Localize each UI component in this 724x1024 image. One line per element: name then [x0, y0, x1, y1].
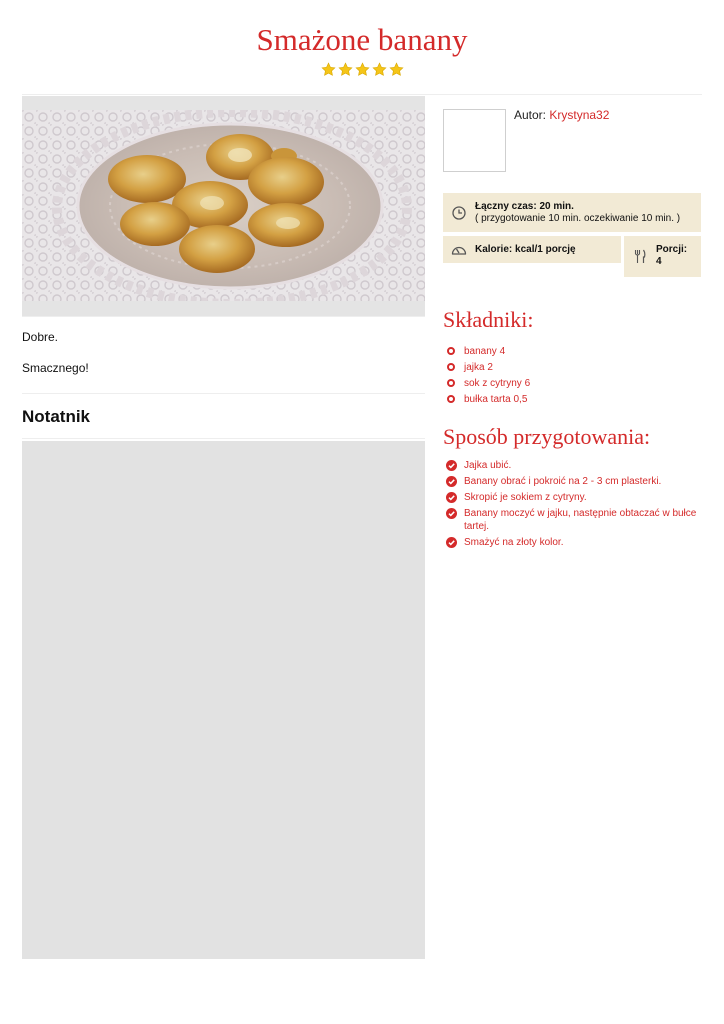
notes-heading: Notatnik	[22, 407, 90, 426]
clock-icon	[452, 206, 466, 220]
fork-knife-icon	[634, 249, 646, 264]
steps-heading: Sposób przygotowania:	[443, 424, 651, 449]
ring-bullet-icon	[447, 395, 455, 403]
step-text: Banany moczyć w jajku, następnie obtaczać w bułce tartej.	[464, 508, 697, 532]
author-avatar	[443, 109, 506, 172]
author-link[interactable]: Krystyna32	[549, 108, 610, 122]
gauge-icon	[451, 243, 467, 256]
step-text: Smażyć na złoty kolor.	[464, 537, 564, 548]
ring-bullet-icon	[447, 347, 455, 355]
check-circle-icon	[446, 460, 457, 471]
star-icon	[389, 62, 404, 77]
ingredient-item	[447, 343, 530, 359]
step-item	[446, 536, 702, 549]
divider	[22, 393, 425, 394]
step-text: Banany obrać i pokroić na 2 - 3 cm plasterki.	[464, 476, 662, 487]
recipe-photo-frame	[22, 96, 425, 316]
divider	[22, 94, 702, 95]
portions-value: 4	[656, 256, 662, 267]
step-item	[446, 491, 702, 504]
check-circle-icon	[446, 476, 457, 487]
recipe-title: Smażone banany	[256, 22, 468, 57]
ingredient-text: banany 4	[464, 345, 506, 357]
portions-box	[624, 236, 701, 277]
steps-list	[446, 459, 702, 552]
step-item	[446, 459, 702, 472]
ingredient-item	[447, 375, 530, 391]
description-line: Dobre.	[22, 330, 59, 344]
star-icon	[355, 62, 370, 77]
author-label: Autor:	[514, 108, 547, 122]
step-item	[446, 475, 702, 488]
ingredient-text: bułka tarta 0,5	[464, 393, 528, 405]
star-icon	[338, 62, 353, 77]
step-text: Skropić je sokiem z cytryny.	[464, 492, 587, 503]
calories-box	[443, 236, 621, 263]
rating-stars	[0, 62, 724, 77]
star-icon	[372, 62, 387, 77]
step-text: Jajka ubić.	[464, 460, 512, 471]
divider	[22, 438, 425, 439]
check-circle-icon	[446, 508, 457, 519]
divider	[22, 316, 425, 317]
step-item	[446, 507, 702, 533]
ingredient-text: jajka 2	[464, 361, 493, 373]
ring-bullet-icon	[447, 363, 455, 371]
description-line: Smacznego!	[22, 361, 89, 375]
recipe-photo	[22, 110, 425, 301]
portions-label: Porcji:	[656, 244, 688, 255]
star-icon	[321, 62, 336, 77]
check-circle-icon	[446, 537, 457, 548]
author	[514, 108, 609, 122]
ingredients-heading: Składniki:	[443, 307, 534, 332]
calories-label: Kalorie: kcal/1 porcję	[475, 244, 576, 255]
ingredient-item	[447, 391, 530, 407]
ingredient-text: sok z cytryny 6	[464, 377, 531, 389]
time-detail: ( przygotowanie 10 min. oczekiwanie 10 min. )	[475, 213, 681, 224]
total-time-box	[443, 193, 701, 232]
check-circle-icon	[446, 492, 457, 503]
ring-bullet-icon	[447, 379, 455, 387]
ingredients-list	[447, 343, 530, 407]
total-time-label: Łączny czas: 20 min.	[475, 201, 574, 212]
notes-area[interactable]	[22, 441, 425, 959]
recipe-description	[22, 329, 89, 391]
ingredient-item	[447, 359, 530, 375]
